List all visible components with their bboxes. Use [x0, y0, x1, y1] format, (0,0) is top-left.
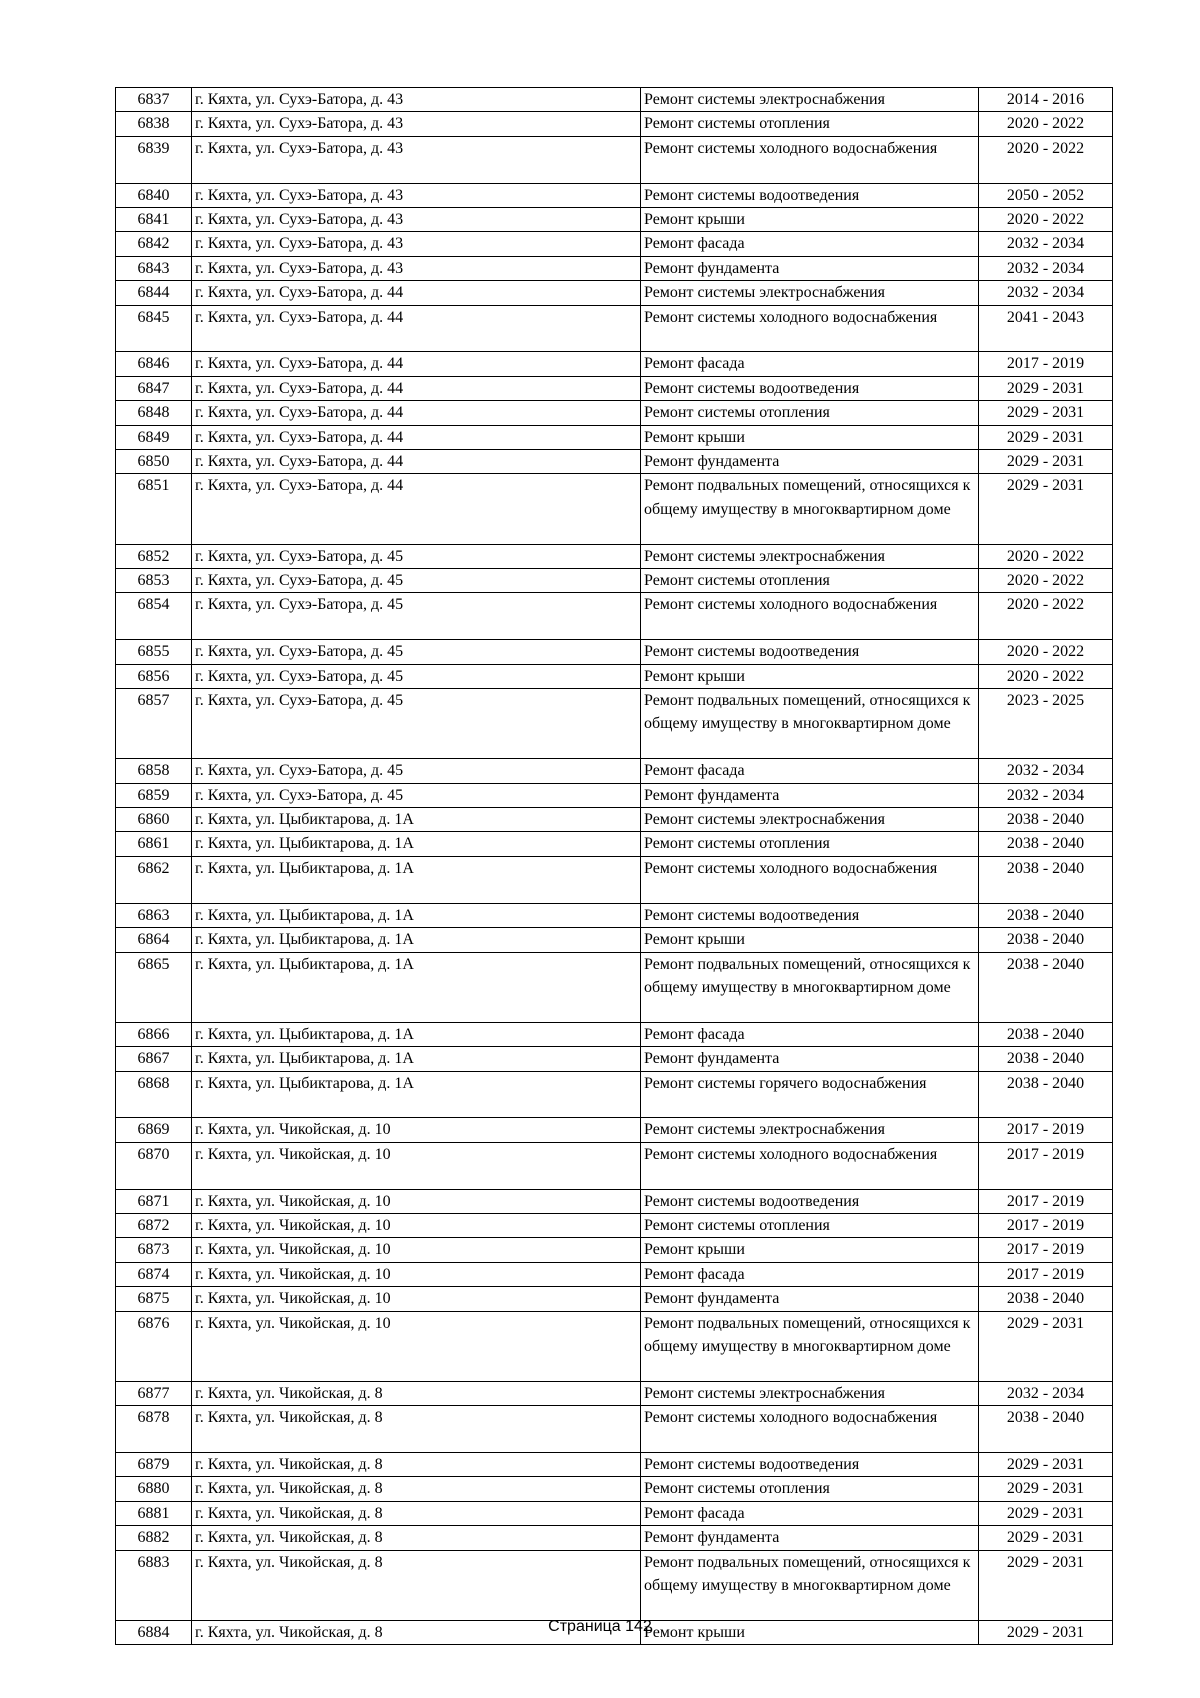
- period-cell: 2020 - 2022: [979, 593, 1113, 640]
- address-cell: г. Кяхта, ул. Чикойская, д. 8: [192, 1501, 641, 1525]
- address-cell: г. Кяхта, ул. Цыбиктарова, д. 1А: [192, 928, 641, 952]
- work-type-cell: Ремонт системы холодного водоснабжения: [641, 1406, 979, 1453]
- work-type-cell: Ремонт фасада: [641, 1262, 979, 1286]
- table-row: [116, 689, 1113, 759]
- table-row: [116, 544, 1113, 568]
- row-number-cell: 6857: [116, 689, 192, 759]
- table-row: [116, 281, 1113, 305]
- table-row: [116, 1501, 1113, 1525]
- row-number-cell: 6868: [116, 1071, 192, 1118]
- table-row: [116, 474, 1113, 544]
- row-number-cell: 6849: [116, 425, 192, 449]
- row-number-cell: 6846: [116, 352, 192, 376]
- work-type-cell: Ремонт системы отопления: [641, 832, 979, 856]
- work-type-cell: Ремонт системы холодного водоснабжения: [641, 136, 979, 183]
- address-cell: г. Кяхта, ул. Сухэ-Батора, д. 45: [192, 783, 641, 807]
- row-number-cell: 6867: [116, 1047, 192, 1071]
- address-cell: г. Кяхта, ул. Сухэ-Батора, д. 45: [192, 593, 641, 640]
- address-cell: г. Кяхта, ул. Цыбиктарова, д. 1А: [192, 1022, 641, 1046]
- address-cell: г. Кяхта, ул. Сухэ-Батора, д. 43: [192, 208, 641, 232]
- address-cell: г. Кяхта, ул. Сухэ-Батора, д. 44: [192, 401, 641, 425]
- row-number-cell: 6880: [116, 1477, 192, 1501]
- work-type-cell: Ремонт системы холодного водоснабжения: [641, 305, 979, 352]
- row-number-cell: 6883: [116, 1550, 192, 1620]
- work-type-cell: Ремонт крыши: [641, 208, 979, 232]
- work-type-cell: Ремонт подвальных помещений, относящихся к общему имуществу в многоквартирном доме: [641, 1550, 979, 1620]
- address-cell: г. Кяхта, ул. Сухэ-Батора, д. 43: [192, 256, 641, 280]
- period-cell: 2020 - 2022: [979, 112, 1113, 136]
- address-cell: г. Кяхта, ул. Сухэ-Батора, д. 45: [192, 689, 641, 759]
- address-cell: г. Кяхта, ул. Чикойская, д. 8: [192, 1406, 641, 1453]
- work-type-cell: Ремонт крыши: [641, 928, 979, 952]
- period-cell: 2020 - 2022: [979, 569, 1113, 593]
- work-type-cell: Ремонт системы водоотведения: [641, 1452, 979, 1476]
- address-cell: г. Кяхта, ул. Сухэ-Батора, д. 43: [192, 183, 641, 207]
- period-cell: 2029 - 2031: [979, 1620, 1113, 1644]
- period-cell: 2050 - 2052: [979, 183, 1113, 207]
- period-cell: 2038 - 2040: [979, 1287, 1113, 1311]
- table-row: [116, 593, 1113, 640]
- period-cell: 2029 - 2031: [979, 1311, 1113, 1381]
- period-cell: 2029 - 2031: [979, 1452, 1113, 1476]
- work-type-cell: Ремонт системы водоотведения: [641, 183, 979, 207]
- address-cell: г. Кяхта, ул. Сухэ-Батора, д. 43: [192, 136, 641, 183]
- work-type-cell: Ремонт системы отопления: [641, 112, 979, 136]
- period-cell: 2029 - 2031: [979, 1477, 1113, 1501]
- period-cell: 2029 - 2031: [979, 1501, 1113, 1525]
- row-number-cell: 6844: [116, 281, 192, 305]
- address-cell: г. Кяхта, ул. Сухэ-Батора, д. 45: [192, 569, 641, 593]
- address-cell: г. Кяхта, ул. Чикойская, д. 8: [192, 1452, 641, 1476]
- work-type-cell: Ремонт системы отопления: [641, 569, 979, 593]
- period-cell: 2038 - 2040: [979, 1406, 1113, 1453]
- work-type-cell: Ремонт системы холодного водоснабжения: [641, 1142, 979, 1189]
- row-number-cell: 6841: [116, 208, 192, 232]
- period-cell: 2038 - 2040: [979, 928, 1113, 952]
- period-cell: 2032 - 2034: [979, 783, 1113, 807]
- table-row: [116, 1526, 1113, 1550]
- table-row: [116, 856, 1113, 903]
- work-type-cell: Ремонт крыши: [641, 1238, 979, 1262]
- period-cell: 2038 - 2040: [979, 856, 1113, 903]
- period-cell: 2020 - 2022: [979, 664, 1113, 688]
- address-cell: г. Кяхта, ул. Сухэ-Батора, д. 44: [192, 281, 641, 305]
- period-cell: 2029 - 2031: [979, 1550, 1113, 1620]
- address-cell: г. Кяхта, ул. Цыбиктарова, д. 1А: [192, 952, 641, 1022]
- table-row: [116, 1311, 1113, 1381]
- row-number-cell: 6863: [116, 903, 192, 927]
- table-row: [116, 1381, 1113, 1405]
- period-cell: 2017 - 2019: [979, 1262, 1113, 1286]
- period-cell: 2029 - 2031: [979, 1526, 1113, 1550]
- address-cell: г. Кяхта, ул. Сухэ-Батора, д. 43: [192, 88, 641, 112]
- table-row: [116, 808, 1113, 832]
- row-number-cell: 6842: [116, 232, 192, 256]
- address-cell: г. Кяхта, ул. Цыбиктарова, д. 1А: [192, 1071, 641, 1118]
- work-type-cell: Ремонт системы водоотведения: [641, 376, 979, 400]
- period-cell: 2032 - 2034: [979, 281, 1113, 305]
- period-cell: 2029 - 2031: [979, 474, 1113, 544]
- period-cell: 2032 - 2034: [979, 256, 1113, 280]
- table-row: [116, 1406, 1113, 1453]
- address-cell: г. Кяхта, ул. Сухэ-Батора, д. 43: [192, 232, 641, 256]
- table-row: [116, 569, 1113, 593]
- row-number-cell: 6839: [116, 136, 192, 183]
- address-cell: г. Кяхта, ул. Чикойская, д. 10: [192, 1118, 641, 1142]
- row-number-cell: 6861: [116, 832, 192, 856]
- table-row: [116, 1022, 1113, 1046]
- table-row: [116, 1142, 1113, 1189]
- address-cell: г. Кяхта, ул. Цыбиктарова, д. 1А: [192, 832, 641, 856]
- row-number-cell: 6854: [116, 593, 192, 640]
- row-number-cell: 6850: [116, 450, 192, 474]
- table-row: [116, 450, 1113, 474]
- row-number-cell: 6878: [116, 1406, 192, 1453]
- table-row: [116, 136, 1113, 183]
- period-cell: 2038 - 2040: [979, 1047, 1113, 1071]
- address-cell: г. Кяхта, ул. Чикойская, д. 10: [192, 1311, 641, 1381]
- table-row: [116, 1550, 1113, 1620]
- period-cell: 2017 - 2019: [979, 1118, 1113, 1142]
- row-number-cell: 6876: [116, 1311, 192, 1381]
- address-cell: г. Кяхта, ул. Цыбиктарова, д. 1А: [192, 903, 641, 927]
- repair-schedule-table: [115, 87, 1113, 1645]
- address-cell: г. Кяхта, ул. Сухэ-Батора, д. 45: [192, 544, 641, 568]
- period-cell: 2041 - 2043: [979, 305, 1113, 352]
- table-row: [116, 232, 1113, 256]
- table-row: [116, 1189, 1113, 1213]
- address-cell: г. Кяхта, ул. Чикойская, д. 10: [192, 1262, 641, 1286]
- period-cell: 2038 - 2040: [979, 1071, 1113, 1118]
- row-number-cell: 6866: [116, 1022, 192, 1046]
- work-type-cell: Ремонт системы электроснабжения: [641, 281, 979, 305]
- table-row: [116, 401, 1113, 425]
- address-cell: г. Кяхта, ул. Чикойская, д. 10: [192, 1142, 641, 1189]
- work-type-cell: Ремонт крыши: [641, 1620, 979, 1644]
- table-row: [116, 1238, 1113, 1262]
- row-number-cell: 6843: [116, 256, 192, 280]
- table-row: [116, 305, 1113, 352]
- period-cell: 2029 - 2031: [979, 450, 1113, 474]
- address-cell: г. Кяхта, ул. Чикойская, д. 8: [192, 1477, 641, 1501]
- address-cell: г. Кяхта, ул. Чикойская, д. 10: [192, 1213, 641, 1237]
- row-number-cell: 6877: [116, 1381, 192, 1405]
- period-cell: 2038 - 2040: [979, 952, 1113, 1022]
- table-row: [116, 1452, 1113, 1476]
- address-cell: г. Кяхта, ул. Сухэ-Батора, д. 45: [192, 759, 641, 783]
- address-cell: г. Кяхта, ул. Чикойская, д. 10: [192, 1189, 641, 1213]
- row-number-cell: 6845: [116, 305, 192, 352]
- period-cell: 2014 - 2016: [979, 88, 1113, 112]
- table-row: [116, 783, 1113, 807]
- period-cell: 2029 - 2031: [979, 376, 1113, 400]
- work-type-cell: Ремонт фасада: [641, 232, 979, 256]
- table-row: [116, 112, 1113, 136]
- table-row: [116, 952, 1113, 1022]
- work-type-cell: Ремонт системы электроснабжения: [641, 88, 979, 112]
- work-type-cell: Ремонт фасада: [641, 1022, 979, 1046]
- period-cell: 2032 - 2034: [979, 759, 1113, 783]
- address-cell: г. Кяхта, ул. Чикойская, д. 10: [192, 1287, 641, 1311]
- row-number-cell: 6879: [116, 1452, 192, 1476]
- period-cell: 2032 - 2034: [979, 232, 1113, 256]
- period-cell: 2029 - 2031: [979, 425, 1113, 449]
- row-number-cell: 6874: [116, 1262, 192, 1286]
- row-number-cell: 6840: [116, 183, 192, 207]
- work-type-cell: Ремонт крыши: [641, 425, 979, 449]
- table-row: [116, 1213, 1113, 1237]
- work-type-cell: Ремонт системы холодного водоснабжения: [641, 593, 979, 640]
- row-number-cell: 6872: [116, 1213, 192, 1237]
- period-cell: 2020 - 2022: [979, 208, 1113, 232]
- row-number-cell: 6881: [116, 1501, 192, 1525]
- row-number-cell: 6853: [116, 569, 192, 593]
- row-number-cell: 6870: [116, 1142, 192, 1189]
- table-row: [116, 903, 1113, 927]
- table-row: [116, 208, 1113, 232]
- period-cell: 2017 - 2019: [979, 1238, 1113, 1262]
- address-cell: г. Кяхта, ул. Чикойская, д. 8: [192, 1526, 641, 1550]
- work-type-cell: Ремонт фундамента: [641, 450, 979, 474]
- page-number: Страница 142: [548, 1618, 652, 1635]
- period-cell: 2017 - 2019: [979, 352, 1113, 376]
- period-cell: 2038 - 2040: [979, 832, 1113, 856]
- table-row: [116, 928, 1113, 952]
- period-cell: 2023 - 2025: [979, 689, 1113, 759]
- address-cell: г. Кяхта, ул. Сухэ-Батора, д. 44: [192, 352, 641, 376]
- address-cell: г. Кяхта, ул. Сухэ-Батора, д. 45: [192, 664, 641, 688]
- work-type-cell: Ремонт фундамента: [641, 1047, 979, 1071]
- work-type-cell: Ремонт системы холодного водоснабжения: [641, 856, 979, 903]
- work-type-cell: Ремонт фундамента: [641, 1287, 979, 1311]
- address-cell: г. Кяхта, ул. Чикойская, д. 10: [192, 1238, 641, 1262]
- row-number-cell: 6871: [116, 1189, 192, 1213]
- row-number-cell: 6848: [116, 401, 192, 425]
- period-cell: 2017 - 2019: [979, 1189, 1113, 1213]
- row-number-cell: 6884: [116, 1620, 192, 1644]
- address-cell: г. Кяхта, ул. Сухэ-Батора, д. 44: [192, 305, 641, 352]
- period-cell: 2038 - 2040: [979, 903, 1113, 927]
- table-row: [116, 1477, 1113, 1501]
- work-type-cell: Ремонт системы электроснабжения: [641, 544, 979, 568]
- address-cell: г. Кяхта, ул. Цыбиктарова, д. 1А: [192, 1047, 641, 1071]
- row-number-cell: 6860: [116, 808, 192, 832]
- work-type-cell: Ремонт системы электроснабжения: [641, 808, 979, 832]
- work-type-cell: Ремонт фундамента: [641, 783, 979, 807]
- row-number-cell: 6869: [116, 1118, 192, 1142]
- work-type-cell: Ремонт системы отопления: [641, 401, 979, 425]
- period-cell: 2017 - 2019: [979, 1213, 1113, 1237]
- work-type-cell: Ремонт фасада: [641, 1501, 979, 1525]
- table-row: [116, 759, 1113, 783]
- row-number-cell: 6856: [116, 664, 192, 688]
- address-cell: г. Кяхта, ул. Чикойская, д. 8: [192, 1550, 641, 1620]
- work-type-cell: Ремонт системы электроснабжения: [641, 1381, 979, 1405]
- table-row: [116, 1118, 1113, 1142]
- table-row: [116, 352, 1113, 376]
- table-row: [116, 640, 1113, 664]
- work-type-cell: Ремонт системы электроснабжения: [641, 1118, 979, 1142]
- row-number-cell: 6864: [116, 928, 192, 952]
- work-type-cell: Ремонт фасада: [641, 759, 979, 783]
- table-row: [116, 376, 1113, 400]
- address-cell: г. Кяхта, ул. Цыбиктарова, д. 1А: [192, 856, 641, 903]
- row-number-cell: 6847: [116, 376, 192, 400]
- row-number-cell: 6882: [116, 1526, 192, 1550]
- work-type-cell: Ремонт системы водоотведения: [641, 903, 979, 927]
- work-type-cell: Ремонт подвальных помещений, относящихся к общему имуществу в многоквартирном доме: [641, 1311, 979, 1381]
- table-row: [116, 832, 1113, 856]
- address-cell: г. Кяхта, ул. Чикойская, д. 8: [192, 1620, 641, 1644]
- work-type-cell: Ремонт системы отопления: [641, 1477, 979, 1501]
- row-number-cell: 6873: [116, 1238, 192, 1262]
- work-type-cell: Ремонт крыши: [641, 664, 979, 688]
- row-number-cell: 6862: [116, 856, 192, 903]
- address-cell: г. Кяхта, ул. Сухэ-Батора, д. 43: [192, 112, 641, 136]
- period-cell: 2029 - 2031: [979, 401, 1113, 425]
- work-type-cell: Ремонт подвальных помещений, относящихся к общему имуществу в многоквартирном доме: [641, 474, 979, 544]
- period-cell: 2032 - 2034: [979, 1381, 1113, 1405]
- work-type-cell: Ремонт системы водоотведения: [641, 1189, 979, 1213]
- table-body: [116, 88, 1113, 1645]
- address-cell: г. Кяхта, ул. Сухэ-Батора, д. 44: [192, 474, 641, 544]
- address-cell: г. Кяхта, ул. Чикойская, д. 8: [192, 1381, 641, 1405]
- work-type-cell: Ремонт системы горячего водоснабжения: [641, 1071, 979, 1118]
- table-row: [116, 1262, 1113, 1286]
- table-row: [116, 425, 1113, 449]
- work-type-cell: Ремонт подвальных помещений, относящихся к общему имуществу в многоквартирном доме: [641, 689, 979, 759]
- work-type-cell: Ремонт фундамента: [641, 256, 979, 280]
- period-cell: 2020 - 2022: [979, 640, 1113, 664]
- row-number-cell: 6858: [116, 759, 192, 783]
- row-number-cell: 6865: [116, 952, 192, 1022]
- row-number-cell: 6875: [116, 1287, 192, 1311]
- work-type-cell: Ремонт системы отопления: [641, 1213, 979, 1237]
- row-number-cell: 6837: [116, 88, 192, 112]
- row-number-cell: 6851: [116, 474, 192, 544]
- address-cell: г. Кяхта, ул. Сухэ-Батора, д. 45: [192, 640, 641, 664]
- row-number-cell: 6838: [116, 112, 192, 136]
- address-cell: г. Кяхта, ул. Сухэ-Батора, д. 44: [192, 376, 641, 400]
- address-cell: г. Кяхта, ул. Сухэ-Батора, д. 44: [192, 425, 641, 449]
- period-cell: 2038 - 2040: [979, 808, 1113, 832]
- work-type-cell: Ремонт подвальных помещений, относящихся к общему имуществу в многоквартирном доме: [641, 952, 979, 1022]
- row-number-cell: 6859: [116, 783, 192, 807]
- period-cell: 2017 - 2019: [979, 1142, 1113, 1189]
- period-cell: 2020 - 2022: [979, 544, 1113, 568]
- table-row: [116, 1287, 1113, 1311]
- work-type-cell: Ремонт системы водоотведения: [641, 640, 979, 664]
- table-row: [116, 88, 1113, 112]
- work-type-cell: Ремонт фасада: [641, 352, 979, 376]
- row-number-cell: 6852: [116, 544, 192, 568]
- table-row: [116, 256, 1113, 280]
- table-row: [116, 664, 1113, 688]
- address-cell: г. Кяхта, ул. Сухэ-Батора, д. 44: [192, 450, 641, 474]
- table-row: [116, 1071, 1113, 1118]
- period-cell: 2038 - 2040: [979, 1022, 1113, 1046]
- period-cell: 2020 - 2022: [979, 136, 1113, 183]
- table-row: [116, 183, 1113, 207]
- table-row: [116, 1047, 1113, 1071]
- row-number-cell: 6855: [116, 640, 192, 664]
- address-cell: г. Кяхта, ул. Цыбиктарова, д. 1А: [192, 808, 641, 832]
- work-type-cell: Ремонт фундамента: [641, 1526, 979, 1550]
